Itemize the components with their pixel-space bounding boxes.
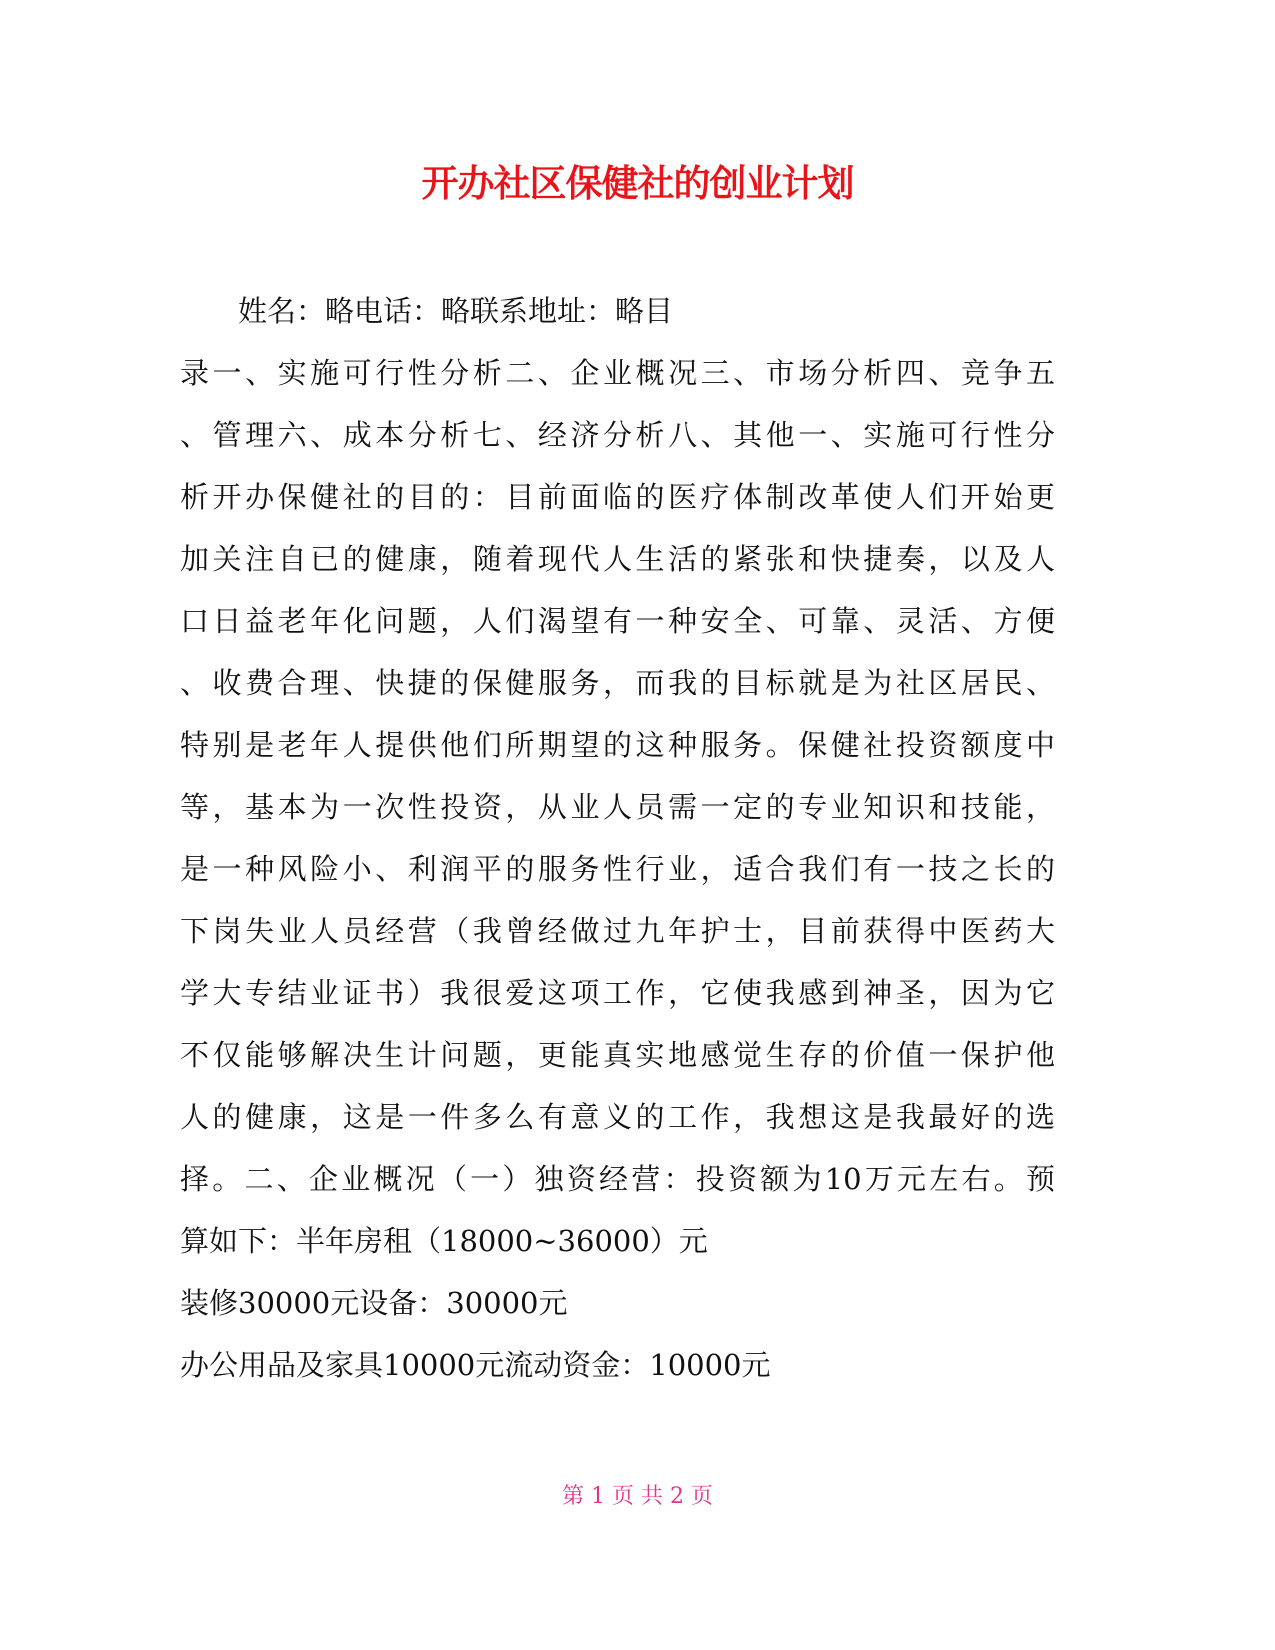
- text-line: 不仅能够解决生计问题，更能真实地感觉生存的价值一保护他: [180, 1038, 1055, 1072]
- document-body: [180, 280, 1055, 1396]
- text-line: 、收费合理、快捷的保健服务，而我的目标就是为社区居民、: [180, 666, 1055, 700]
- text-line: 姓名：略电话：略联系地址：略目: [238, 294, 674, 328]
- text-line: 等，基本为一次性投资，从业人员需一定的专业知识和技能，: [180, 790, 1055, 824]
- text-line: 人的健康，这是一件多么有意义的工作，我想这是我最好的选: [180, 1100, 1055, 1134]
- text-line: 择。二、企业概况（一）独资经营：投资额为10万元左右。预: [180, 1162, 1055, 1196]
- text-line: 析开办保健社的目的：目前面临的医疗体制改革使人们开始更: [180, 480, 1055, 514]
- text-line: 装修30000元设备：30000元: [180, 1286, 568, 1320]
- document-title: 开办社区保健社的创业计划: [421, 162, 854, 205]
- text-line: 加关注自已的健康，随着现代人生活的紧张和快捷奏，以及人: [180, 542, 1055, 576]
- text-line: 特别是老年人提供他们所期望的这种服务。保健社投资额度中: [180, 728, 1055, 762]
- text-line: 是一种风险小、利润平的服务性行业，适合我们有一技之长的: [180, 852, 1055, 886]
- text-line: 口日益老年化问题，人们渴望有一种安全、可靠、灵活、方便: [180, 604, 1055, 638]
- text-line: 办公用品及家具10000元流动资金：10000元: [180, 1348, 771, 1382]
- text-line: 算如下：半年房租（18000~36000）元: [180, 1224, 708, 1258]
- page-number-footer: 第 1 页 共 2 页: [562, 1484, 713, 1509]
- text-line: 学大专结业证书）我很爱这项工作，它使我感到神圣，因为它: [180, 976, 1055, 1010]
- text-line: 下岗失业人员经营（我曾经做过九年护士，目前获得中医药大: [180, 914, 1055, 948]
- text-line: 、管理六、成本分析七、经济分析八、其他一、实施可行性分: [180, 418, 1055, 452]
- text-line: 录一、实施可行性分析二、企业概况三、市场分析四、竞争五: [180, 356, 1055, 390]
